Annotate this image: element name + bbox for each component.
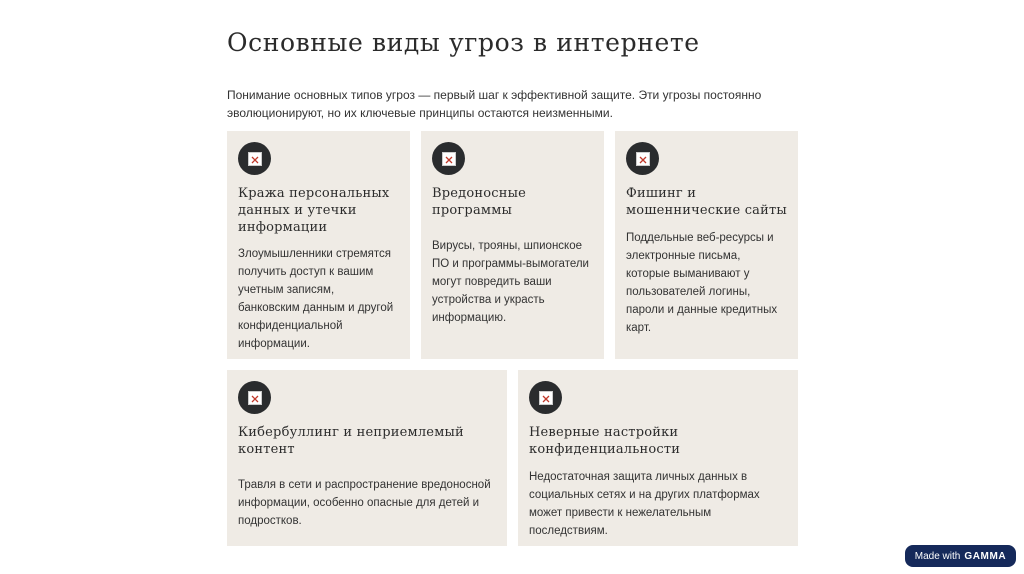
card-title: Фишинг и мошеннические сайты [626,186,787,218]
card-title: Вредоносные программы [432,186,527,218]
card-title: Кража персональных данных и утечки информации [238,186,390,235]
broken-image-icon [529,381,562,414]
card-text: Вирусы, трояны, шпионское ПО и программы-вымогатели могут повредить ваши устройства и украсть информацию. [432,240,589,324]
card-text: Злоумышленники стремятся получить доступ к вашим учетным записям, банковским данным и другой конфиденциальной информации. [238,248,394,350]
made-with-gamma-badge[interactable] [905,545,1016,567]
gamma-logo: GAMMA [964,550,1007,562]
broken-image-icon [238,381,271,414]
badge-prefix: Made with [914,550,961,562]
card-title: Кибербуллинг и неприемлемый контент [238,425,464,457]
card-text: Травля в сети и распространение вредоносной информации, особенно опасные для детей и подростков. [238,479,491,527]
broken-image-icon [626,142,659,175]
threat-card [421,131,604,359]
broken-image-icon [238,142,271,175]
broken-image-icon [432,142,465,175]
threat-card [518,370,798,546]
page-title: Основные виды угроз в интернете [227,28,700,57]
card-title: Неверные настройки конфиденциальности [529,425,681,457]
threat-card [227,131,410,359]
intro-text: Понимание основных типов угроз — первый шаг к эффективной защите. Эти угрозы постоянно эволюционируют, но их ключевые принципы остаются неизменными. [227,88,762,120]
threat-card [615,131,798,359]
card-text: Недостаточная защита личных данных в социальных сетях и на других платформах может привести к нежелательным последствиям. [529,471,760,537]
threat-card [227,370,507,546]
card-text: Поддельные веб-ресурсы и электронные письма, которые выманивают у пользователей логины, пароли и данные кредитных карт. [626,232,778,334]
